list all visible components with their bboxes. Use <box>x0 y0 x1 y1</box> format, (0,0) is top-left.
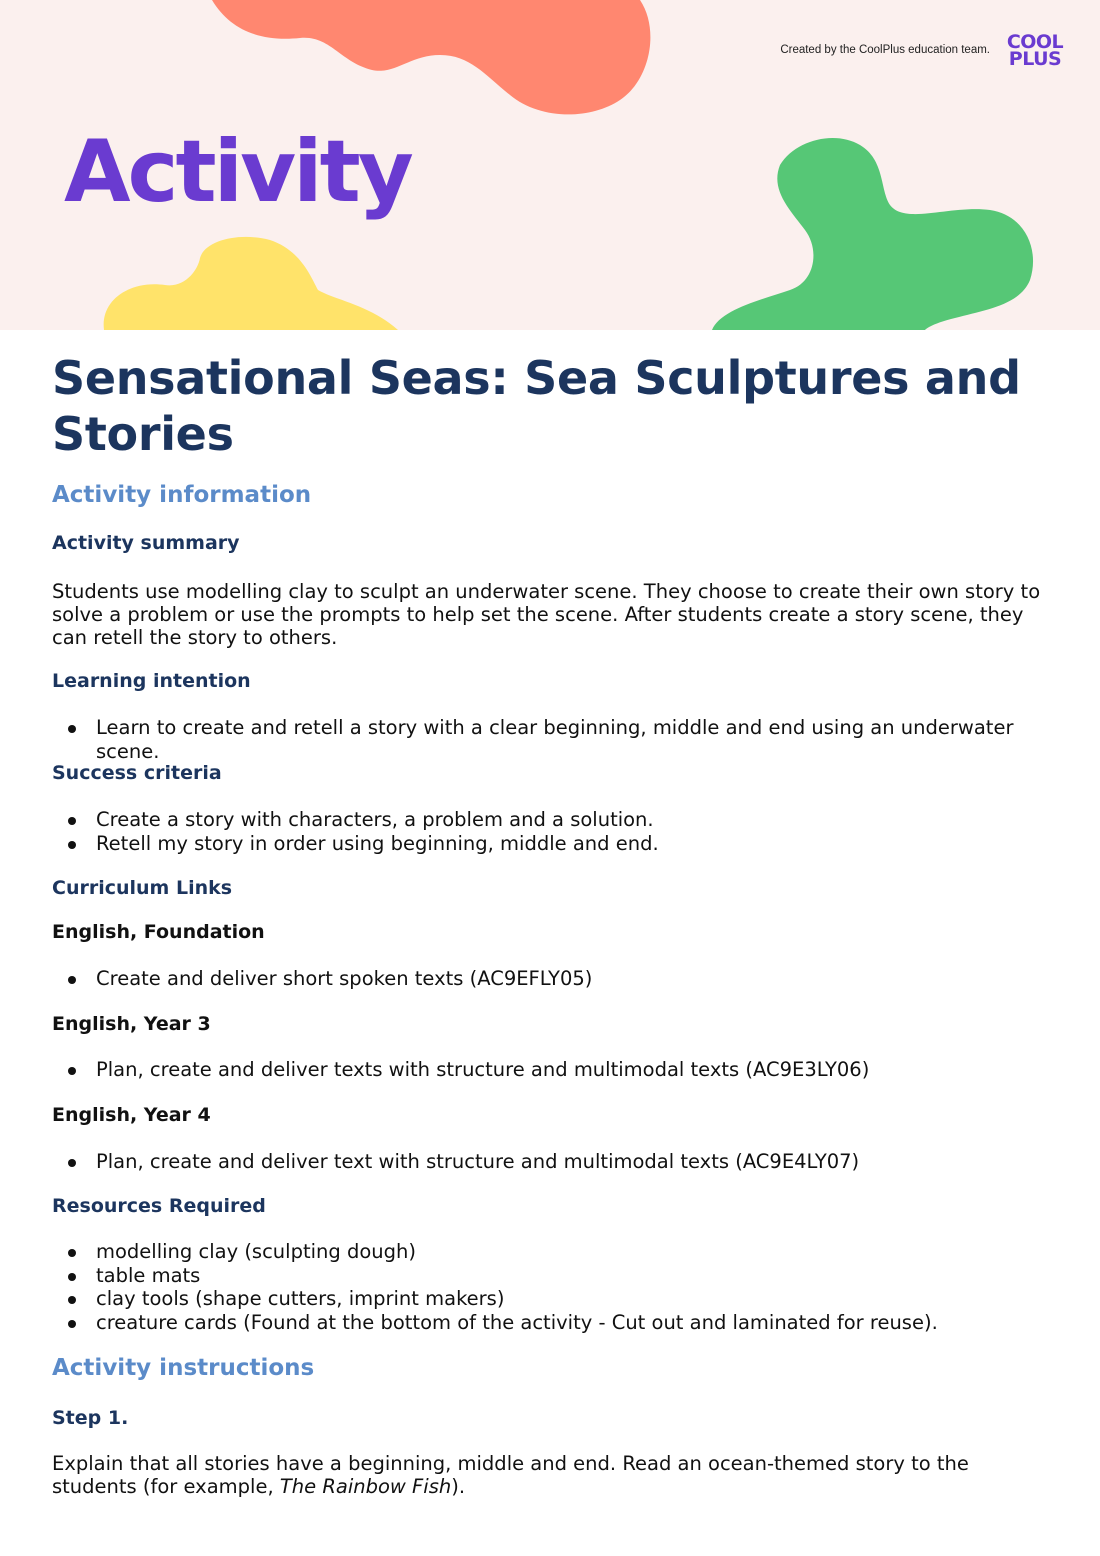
heading-english-year-3: English, Year 3 <box>52 1013 211 1035</box>
list-item: Plan, create and deliver texts with structure and multimodal texts (AC9E3LY06) <box>96 1058 870 1081</box>
heading-learning-intention: Learning intention <box>52 670 251 692</box>
heading-curriculum-links: Curriculum Links <box>52 877 233 899</box>
foundation-list <box>52 967 592 991</box>
heading-english-foundation: English, Foundation <box>52 921 265 943</box>
section-activity-information: Activity information <box>52 482 312 508</box>
resources-list <box>52 1240 938 1334</box>
list-item: Create a story with characters, a problem and a solution. <box>96 808 659 832</box>
coolplus-logo <box>1002 31 1068 70</box>
list-item: Retell my story in order using beginning, middle and end. <box>96 831 659 855</box>
logo-line-2: PLUS <box>1008 48 1062 70</box>
header-banner <box>0 0 1100 330</box>
banner-title: Activity <box>64 122 411 222</box>
list-item: modelling clay (sculpting dough) <box>96 1240 938 1264</box>
credit-text: Created by the CoolPlus education team. <box>780 44 990 56</box>
success-criteria-list <box>52 808 659 855</box>
heading-success-criteria: Success criteria <box>52 762 222 784</box>
logo-line-1: COOL <box>1006 31 1064 53</box>
heading-english-year-4: English, Year 4 <box>52 1104 211 1126</box>
summary-paragraph: Students use modelling clay to sculpt an underwater scene. They choose to create their own story to solve a problem or use the prompts to help set the scene. After students create a story scene, they can retell the story to others. <box>52 580 1041 649</box>
list-item: Plan, create and deliver text with structure and multimodal texts (AC9E4LY07) <box>96 1150 860 1173</box>
year3-list <box>52 1058 869 1082</box>
section-activity-instructions: Activity instructions <box>52 1355 315 1381</box>
heading-step-1: Step 1. <box>52 1407 129 1429</box>
learning-intention-list <box>52 716 1052 763</box>
heading-activity-summary: Activity summary <box>52 532 240 554</box>
step-1-text-start: Explain that all stories have a beginning, middle and end. Read an ocean-themed story to the students (for example, <box>52 1452 969 1498</box>
year4-list <box>52 1150 859 1174</box>
green-blob <box>712 138 1033 330</box>
yellow-blob <box>104 237 398 330</box>
heading-resources-required: Resources Required <box>52 1195 266 1217</box>
list-item: table mats <box>96 1264 938 1288</box>
page-title: Sensational Seas: Sea Sculptures and Stories <box>52 351 1021 461</box>
list-item: Create and deliver short spoken texts (AC9EFLY05) <box>96 967 593 990</box>
list-item: clay tools (shape cutters, imprint makers) <box>96 1287 938 1311</box>
book-title: The Rainbow Fish <box>279 1475 452 1498</box>
list-item: Learn to create and retell a story with a clear beginning, middle and end using an underwater scene. <box>96 716 1052 763</box>
step-1-text-end: ). <box>451 1475 466 1498</box>
coral-blob <box>212 0 650 114</box>
step-1-paragraph <box>52 1452 1042 1498</box>
list-item: creature cards (Found at the bottom of the activity - Cut out and laminated for reuse). <box>96 1310 938 1334</box>
